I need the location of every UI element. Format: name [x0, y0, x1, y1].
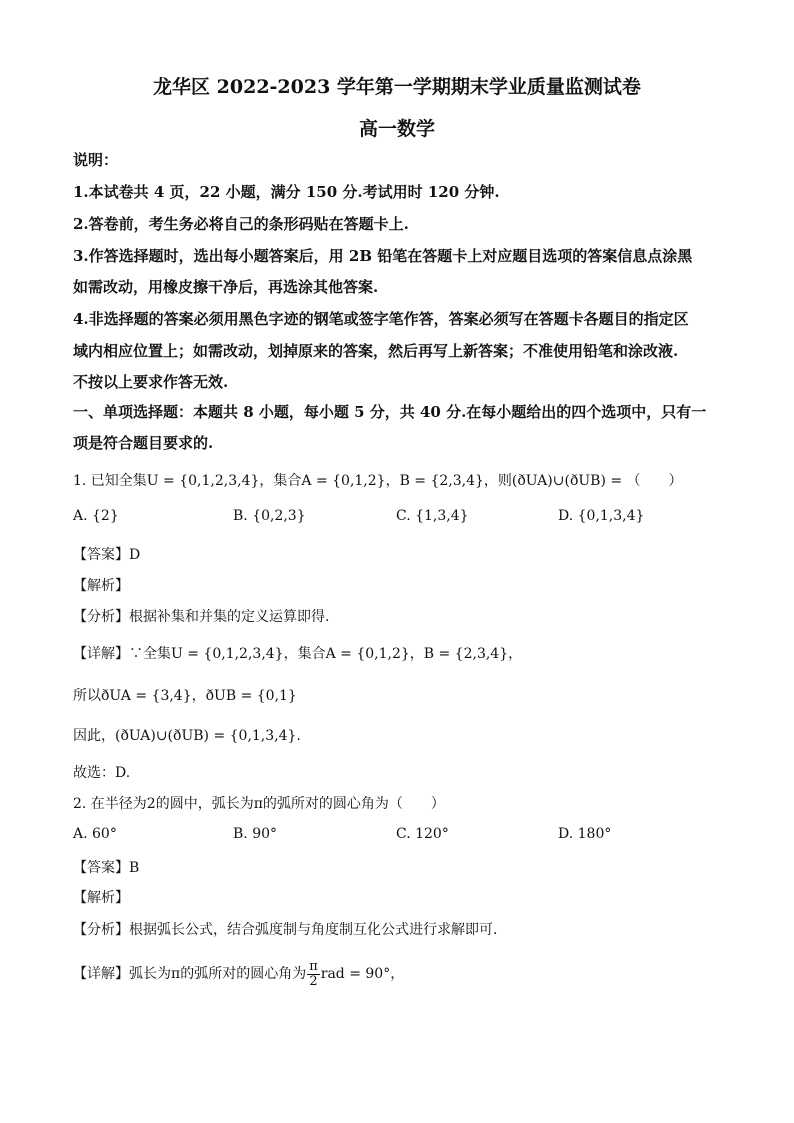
note-2: 2.答卷前，考生务必将自己的条形码贴在答题卡上.	[73, 215, 409, 233]
question-2-analysis: 【分析】根据弧长公式，结合弧度制与角度制互化公式进行求解即可.	[73, 922, 498, 938]
notes-heading: 说明：	[73, 151, 119, 169]
question-2-answer: 【答案】B	[73, 860, 140, 876]
question-1-analysis-label: 【解析】	[73, 578, 129, 594]
note-1: 1.本试卷共 4 页，22 小题，满分 150 分.考试用时 120 分钟.	[73, 183, 500, 201]
note-4-line-3: 不按以上要求作答无效.	[73, 373, 229, 391]
question-1-answer: 【答案】D	[73, 547, 141, 563]
question-2-option-d: D. 180°	[558, 826, 612, 842]
question-1-detail-3: 因此，(ðUA)∪(ðUB) = {0,1,3,4}.	[73, 728, 301, 744]
section-1-heading: 一、单项选择题：本题共 8 小题，每小题 5 分，共 40 分.在每小题给出的四个选项中，只有一	[73, 403, 707, 421]
question-1-option-c: C. {1,3,4}	[396, 508, 469, 524]
question-2-analysis-label: 【解析】	[73, 890, 129, 906]
question-2-option-c: C. 120°	[396, 826, 449, 842]
question-1-stem: 1. 已知全集U = {0,1,2,3,4}，集合A = {0,1,2}，B = {2,3,4}，则(ðUA)∪(ðUB) = （ ）	[73, 473, 683, 489]
section-1-heading-cont: 项是符合题目要求的.	[73, 434, 214, 452]
exam-subject: 高一数学	[358, 118, 435, 140]
exam-title: 龙华区 2022-2023 学年第一学期期末学业质量监测试卷	[153, 76, 641, 98]
note-4-line-2: 域内相应位置上；如需改动，划掉原来的答案，然后再写上新答案；不准使用铅笔和涂改液.	[73, 342, 679, 360]
question-2-detail-result: rad = 90°，	[320, 966, 405, 982]
question-2-detail	[73, 958, 733, 990]
question-2-stem: 2. 在半径为2的圆中，弧长为π的弧所对的圆心角为（ ）	[73, 796, 445, 812]
fraction-denominator: 2	[309, 973, 318, 989]
note-3-line-1: 3.作答选择题时，选出每小题答案后，用 2B 铅笔在答题卡上对应题目选项的答案信息点涂黑	[73, 247, 693, 265]
question-2-option-a: A. 60°	[73, 826, 117, 842]
fraction-pi-over-2	[307, 960, 320, 989]
question-1-option-b: B. {0,2,3}	[233, 508, 306, 524]
question-1-detail-1: 【详解】∵全集U = {0,1,2,3,4}，集合A = {0,1,2}，B = {2,3,4}，	[73, 646, 523, 662]
note-3-line-2: 如需改动，用橡皮擦干净后，再选涂其他答案.	[73, 278, 379, 296]
question-1-option-a: A. {2}	[73, 508, 119, 524]
question-1-analysis: 【分析】根据补集和并集的定义运算即得.	[73, 609, 330, 625]
question-1-option-d: D. {0,1,3,4}	[558, 508, 645, 524]
question-1-detail-2: 所以ðUA = {3,4}，ðUB = {0,1}	[73, 688, 297, 704]
question-1-conclusion: 故选：D.	[73, 765, 131, 781]
question-2-option-b: B. 90°	[233, 826, 278, 842]
fraction-numerator: π	[309, 958, 318, 974]
note-4-line-1: 4.非选择题的答案必须用黑色字迹的钢笔或签字笔作答，答案必须写在答题卡各题目的指定区	[73, 310, 689, 328]
question-2-detail-text: 【详解】弧长为π的弧所对的圆心角为	[73, 966, 307, 982]
